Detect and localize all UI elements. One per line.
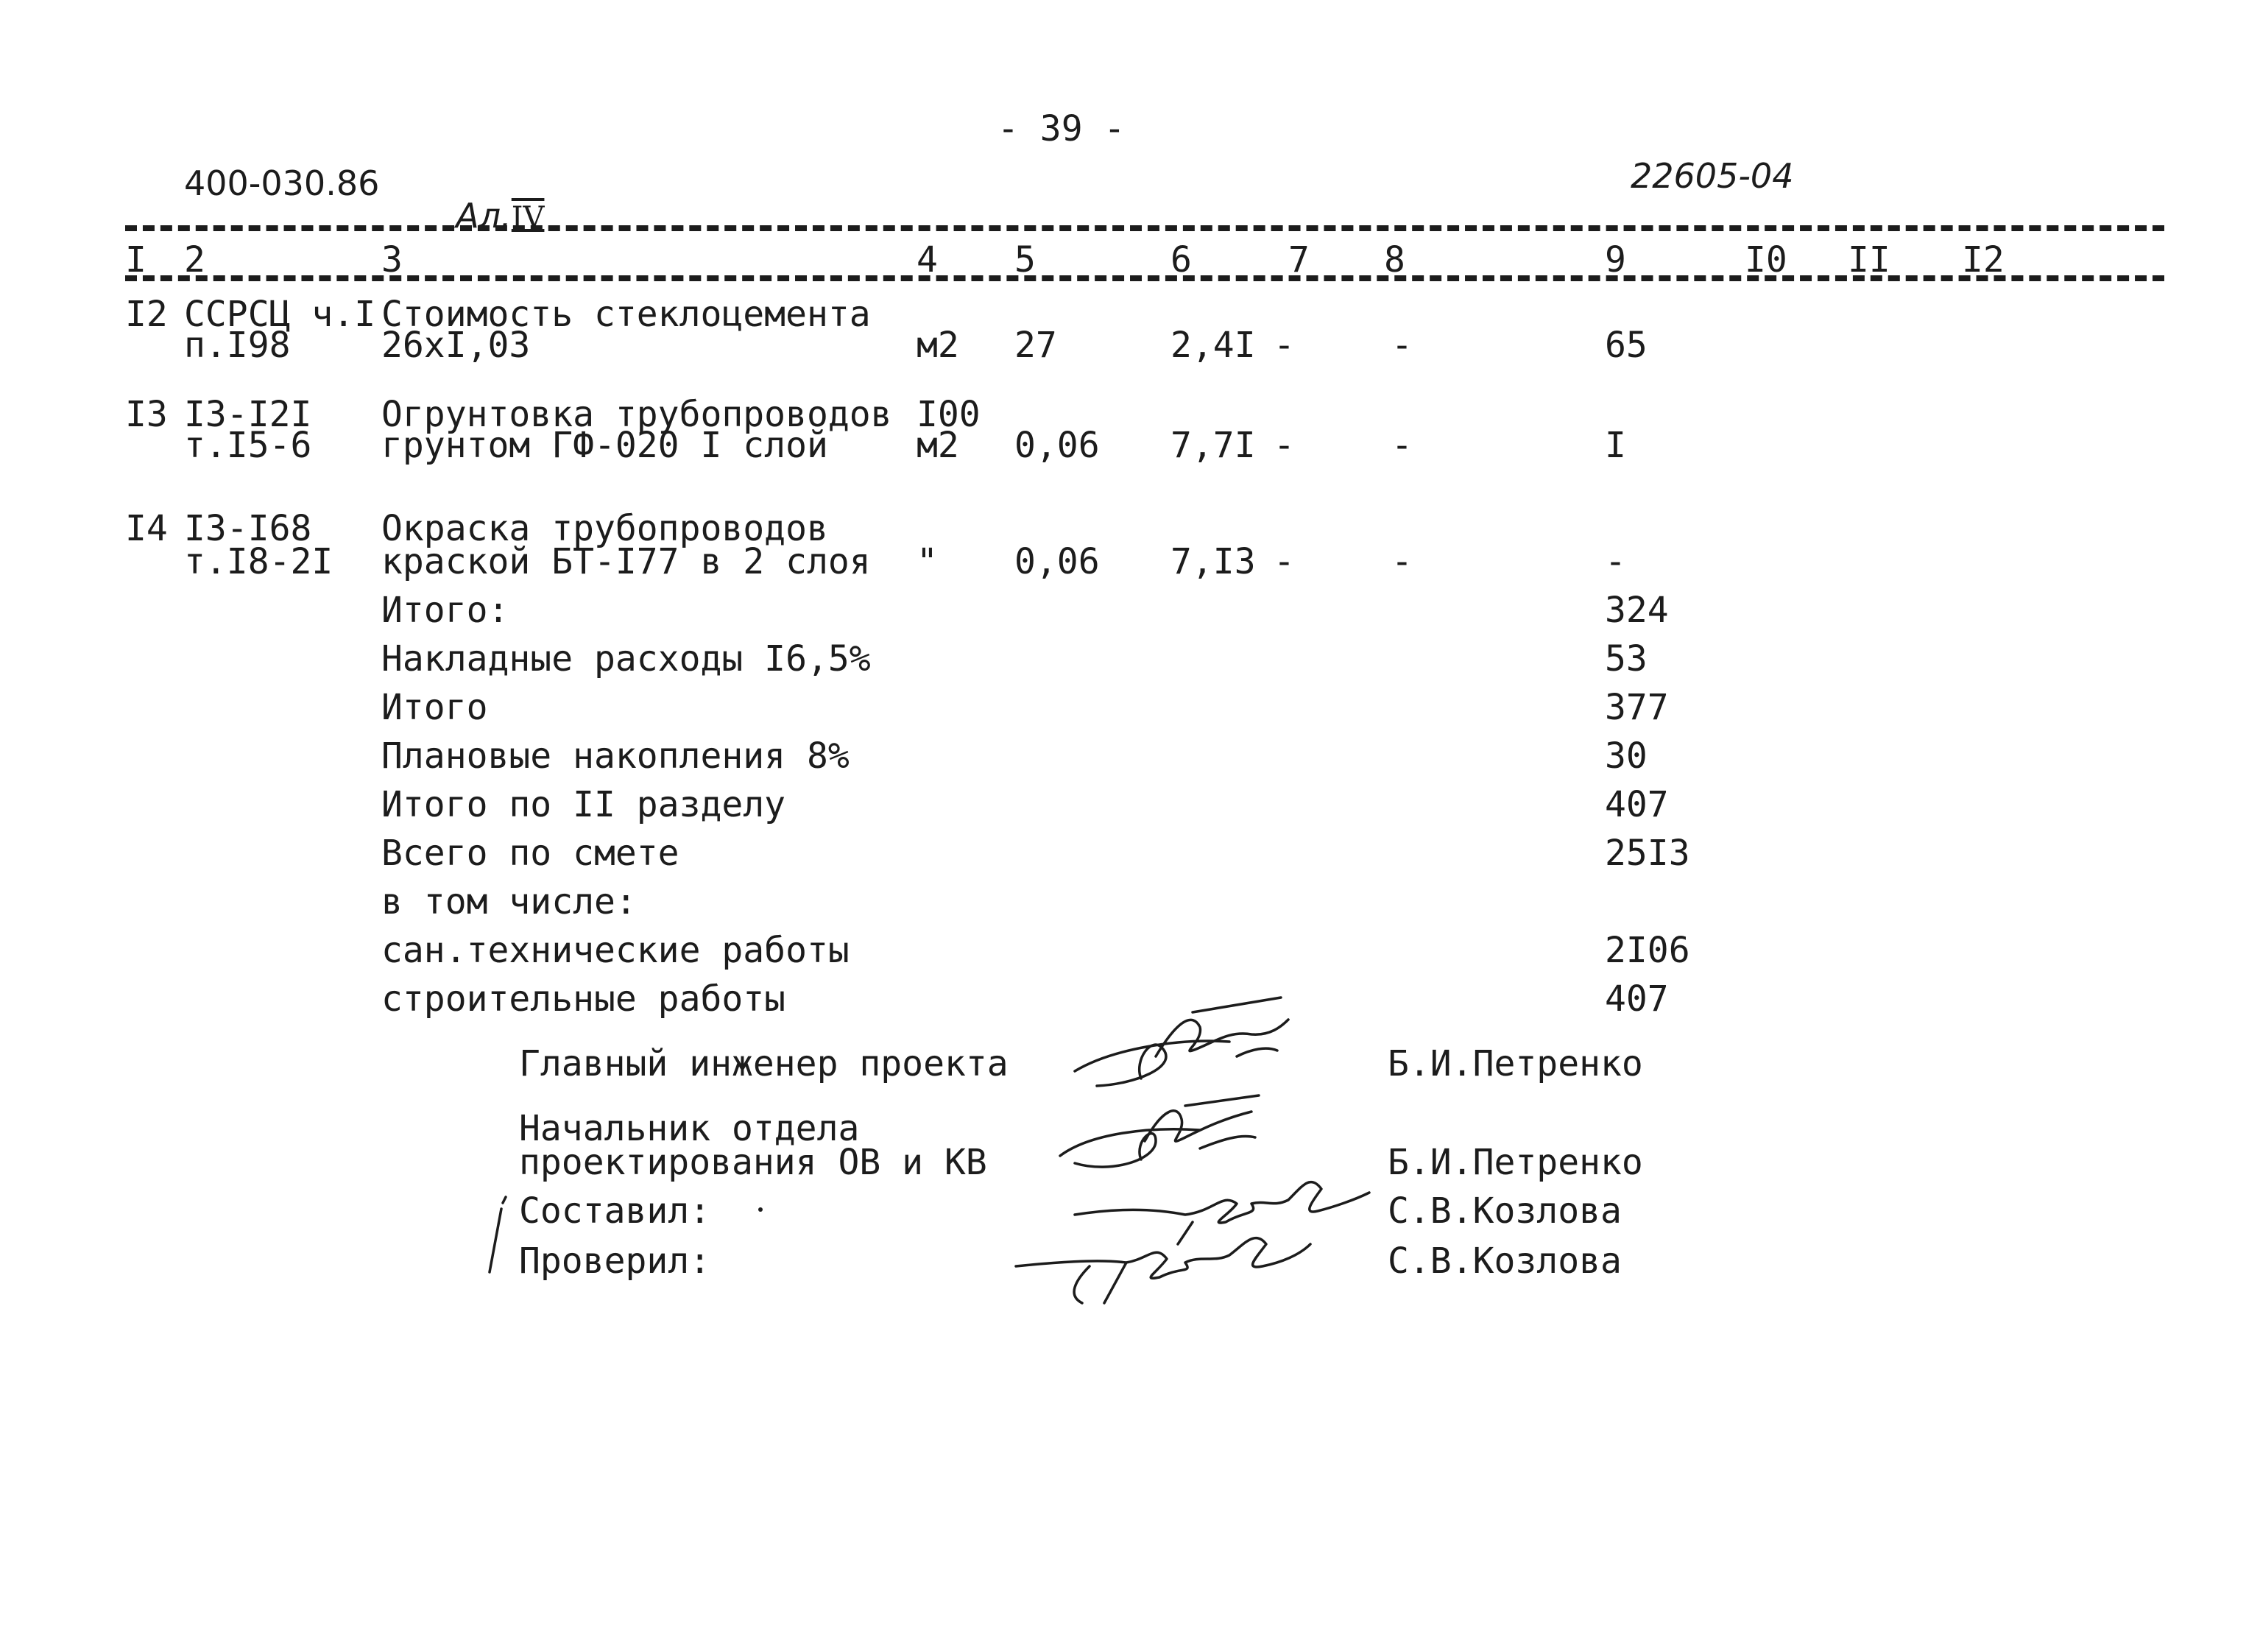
row-reference: I3-I2I	[184, 394, 312, 435]
row-col8: -	[1391, 325, 1413, 366]
col-header: II	[1848, 239, 1890, 280]
row-total: -	[1605, 541, 1626, 582]
row-reference: ССРСЦ ч.I	[184, 294, 376, 335]
summary-value: 2I06	[1605, 930, 1690, 971]
row-unit: м2	[917, 325, 959, 366]
summary-value: 53	[1605, 638, 1648, 679]
col-header: 3	[381, 239, 403, 280]
row-unit: м2	[917, 425, 959, 466]
sheet-code: 22605-04	[1631, 156, 1794, 196]
row-description: грунтом ГФ-020 I слой	[381, 425, 828, 466]
col-header: 7	[1288, 239, 1310, 280]
col-header: I2	[1962, 239, 2005, 280]
signatory-role: Главный инженер проекта	[519, 1043, 1009, 1084]
summary-label: Всего по смете	[381, 833, 679, 874]
row-unit: "	[917, 541, 938, 582]
stray-dot	[758, 1207, 763, 1212]
row-description: Окраска трубопроводов	[381, 508, 828, 549]
row-description: Огрунтовка трубопроводов	[381, 394, 892, 435]
row-description: Стоимость стеклоцемента	[381, 294, 871, 335]
signatory-role: Проверил:	[519, 1240, 711, 1282]
row-total: 65	[1605, 325, 1648, 366]
col-header: 4	[917, 239, 938, 280]
row-col7: -	[1274, 541, 1295, 582]
signatory-name: С.В.Козлова	[1388, 1190, 1622, 1232]
signatory-name: Б.И.Петренко	[1388, 1043, 1643, 1084]
summary-value: 407	[1605, 978, 1669, 1020]
signatory-name: С.В.Козлова	[1388, 1240, 1622, 1282]
summary-value: 377	[1605, 687, 1669, 728]
col-header: I	[125, 239, 146, 280]
signatory-role: Составил:	[519, 1190, 711, 1232]
summary-label: строительные работы	[381, 978, 786, 1020]
signatory-role: Начальник отдела	[519, 1108, 860, 1149]
row-reference: т.I8-2I	[184, 541, 333, 582]
row-unit-price: 7,7I	[1170, 425, 1256, 466]
header-divider	[125, 275, 2164, 281]
document-code: 400-030.86	[184, 163, 380, 203]
col-header: 6	[1170, 239, 1192, 280]
signature-chief-engineer	[1067, 998, 1303, 1101]
row-unit: I00	[917, 394, 981, 435]
summary-label: Итого:	[381, 590, 509, 631]
summary-value: 407	[1605, 784, 1669, 825]
row-reference: п.I98	[184, 325, 291, 366]
summary-label: Итого	[381, 687, 488, 728]
summary-label: Накладные расходы I6,5%	[381, 638, 871, 679]
row-col8: -	[1391, 541, 1413, 582]
row-unit-price: 2,4I	[1170, 325, 1256, 366]
row-number: I3	[125, 394, 168, 435]
row-col8: -	[1391, 425, 1413, 466]
summary-value: 25I3	[1605, 833, 1690, 874]
album-prefix: Ал.	[456, 196, 512, 236]
row-col7: -	[1274, 325, 1295, 366]
summary-value: 324	[1605, 590, 1669, 631]
signatory-name: Б.И.Петренко	[1388, 1142, 1643, 1183]
row-description: краской БТ-I77 в 2 слоя	[381, 541, 871, 582]
row-number: I4	[125, 508, 168, 549]
col-header: 9	[1605, 239, 1626, 280]
summary-label: в том числе:	[381, 881, 637, 922]
summary-label: сан.технические работы	[381, 930, 850, 971]
summary-label: Итого по II разделу	[381, 784, 786, 825]
col-header: I0	[1745, 239, 1787, 280]
row-unit-price: 7,I3	[1170, 541, 1256, 582]
signatory-role: проектирования ОВ и КВ	[519, 1142, 987, 1183]
row-quantity: 27	[1014, 325, 1057, 366]
row-total: I	[1605, 425, 1626, 466]
top-divider	[125, 225, 2164, 231]
col-header: 5	[1014, 239, 1036, 280]
summary-label: Плановые накопления 8%	[381, 735, 850, 777]
row-reference: т.I5-6	[184, 425, 312, 466]
col-header: 8	[1384, 239, 1405, 280]
album-number: IV	[511, 201, 545, 235]
col-header: 2	[184, 239, 205, 280]
row-number: I2	[125, 294, 168, 335]
album-label	[434, 156, 544, 236]
row-col7: -	[1274, 425, 1295, 466]
row-quantity: 0,06	[1014, 425, 1100, 466]
pencil-mark	[482, 1193, 512, 1281]
signature-reviewer	[1009, 1222, 1318, 1310]
page-number: - 39 -	[997, 108, 1126, 149]
row-quantity: 0,06	[1014, 541, 1100, 582]
summary-value: 30	[1605, 735, 1648, 777]
row-reference: I3-I68	[184, 508, 312, 549]
row-description: 26хI,03	[381, 325, 531, 366]
